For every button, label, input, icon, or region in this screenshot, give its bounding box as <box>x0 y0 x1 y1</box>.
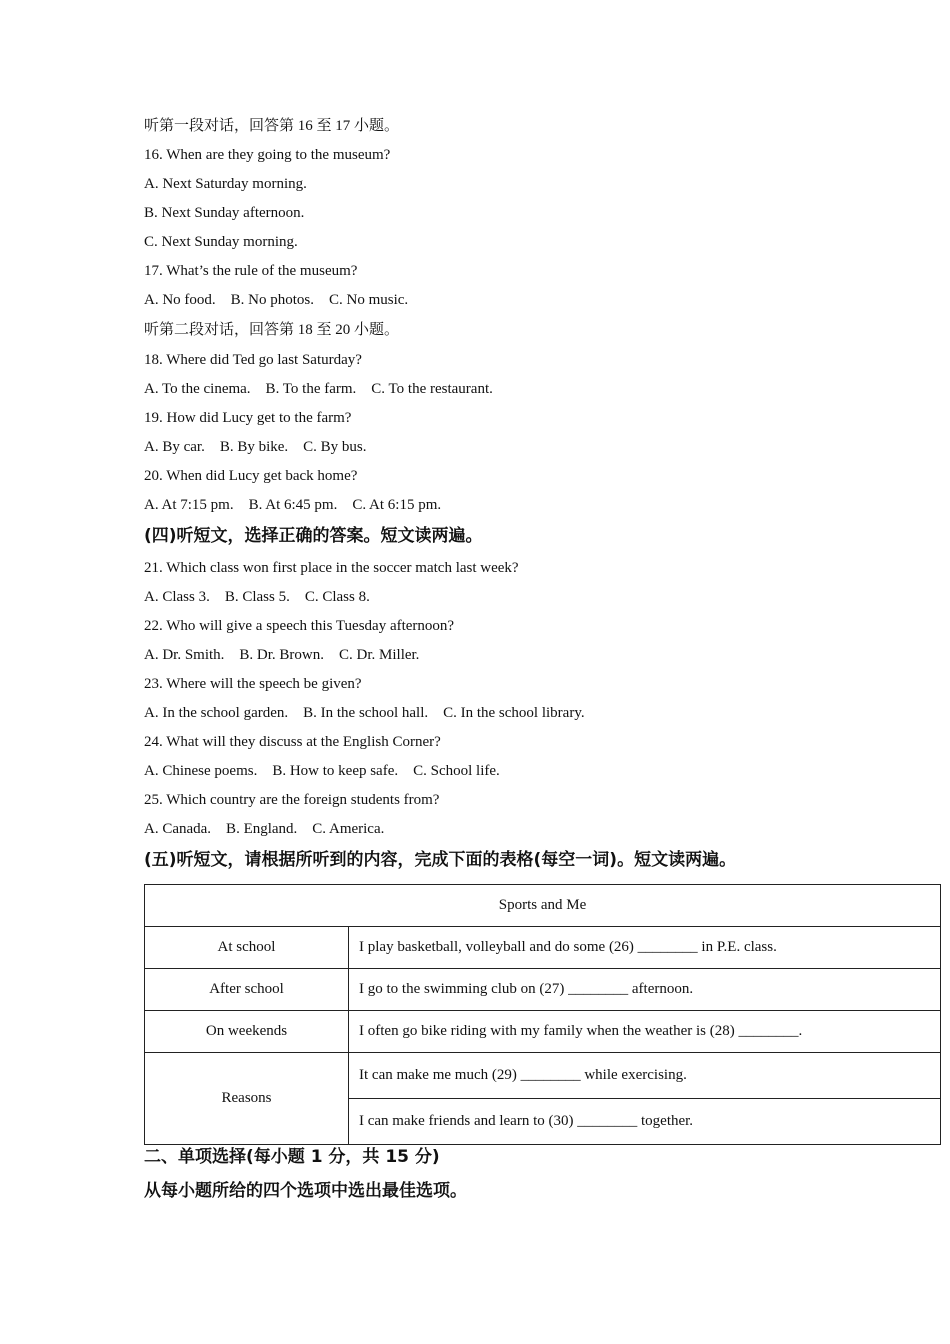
question-20: 20. When did Lucy get back home? <box>144 468 358 484</box>
options-24: A. Chinese poems. B. How to keep safe. C. School life. <box>144 763 500 779</box>
dialogue-2-instruction: 听第二段对话，回答第 18 至 20 小题。 <box>144 322 400 338</box>
row-text: I often go bike riding with my family when the weather is (28) ________. <box>349 1011 941 1053</box>
table-row <box>145 927 941 969</box>
row-text: I can make friends and learn to (30) ________ together. <box>349 1099 941 1145</box>
question-16: 16. When are they going to the museum? <box>144 147 391 163</box>
options-25: A. Canada. B. England. C. America. <box>144 821 385 837</box>
dialogue-1-instruction: 听第一段对话，回答第 16 至 17 小题。 <box>144 118 400 134</box>
question-23: 23. Where will the speech be given? <box>144 676 362 692</box>
question-17: 17. What’s the rule of the museum? <box>144 263 358 279</box>
question-24: 24. What will they discuss at the English Corner? <box>144 734 441 750</box>
options-18: A. To the cinema. B. To the farm. C. To the restaurant. <box>144 381 493 397</box>
options-21: A. Class 3. B. Class 5. C. Class 8. <box>144 589 370 605</box>
table-row <box>145 969 941 1011</box>
question-19: 19. How did Lucy get to the farm? <box>144 410 352 426</box>
options-22: A. Dr. Smith. B. Dr. Brown. C. Dr. Miller. <box>144 647 420 663</box>
option-16c: C. Next Sunday morning. <box>144 234 298 250</box>
question-25: 25. Which country are the foreign students from? <box>144 792 440 808</box>
sports-table <box>144 884 941 1145</box>
row-label: After school <box>145 969 349 1011</box>
question-18: 18. Where did Ted go last Saturday? <box>144 352 362 368</box>
options-20: A. At 7:15 pm. B. At 6:45 pm. C. At 6:15 pm. <box>144 497 442 513</box>
part-5-heading: (五)听短文，请根据所听到的内容，完成下面的表格(每空一词)。短文读两遍。 <box>144 850 737 870</box>
option-16a: A. Next Saturday morning. <box>144 176 307 192</box>
section-2-instruction: 从每小题所给的四个选项中选出最佳选项。 <box>144 1181 467 1201</box>
section-2-heading: 二、单项选择(每小题 1 分，共 15 分) <box>144 1147 440 1167</box>
options-17: A. No food. B. No photos. C. No music. <box>144 292 409 308</box>
table-row <box>145 1011 941 1053</box>
row-text: It can make me much (29) ________ while exercising. <box>349 1053 941 1099</box>
table-title: Sports and Me <box>145 885 941 927</box>
option-16b: B. Next Sunday afternoon. <box>144 205 305 221</box>
options-19: A. By car. B. By bike. C. By bus. <box>144 439 367 455</box>
row-label: At school <box>145 927 349 969</box>
options-23: A. In the school garden. B. In the school hall. C. In the school library. <box>144 705 585 721</box>
table-row <box>145 1053 941 1099</box>
row-text: I play basketball, volleyball and do some (26) ________ in P.E. class. <box>349 927 941 969</box>
row-label: Reasons <box>145 1053 349 1145</box>
row-text: I go to the swimming club on (27) ________ afternoon. <box>349 969 941 1011</box>
table-title-row <box>145 885 941 927</box>
question-21: 21. Which class won first place in the soccer match last week? <box>144 560 519 576</box>
question-22: 22. Who will give a speech this Tuesday afternoon? <box>144 618 455 634</box>
row-label: On weekends <box>145 1011 349 1053</box>
part-4-heading: (四)听短文，选择正确的答案。短文读两遍。 <box>144 526 483 546</box>
